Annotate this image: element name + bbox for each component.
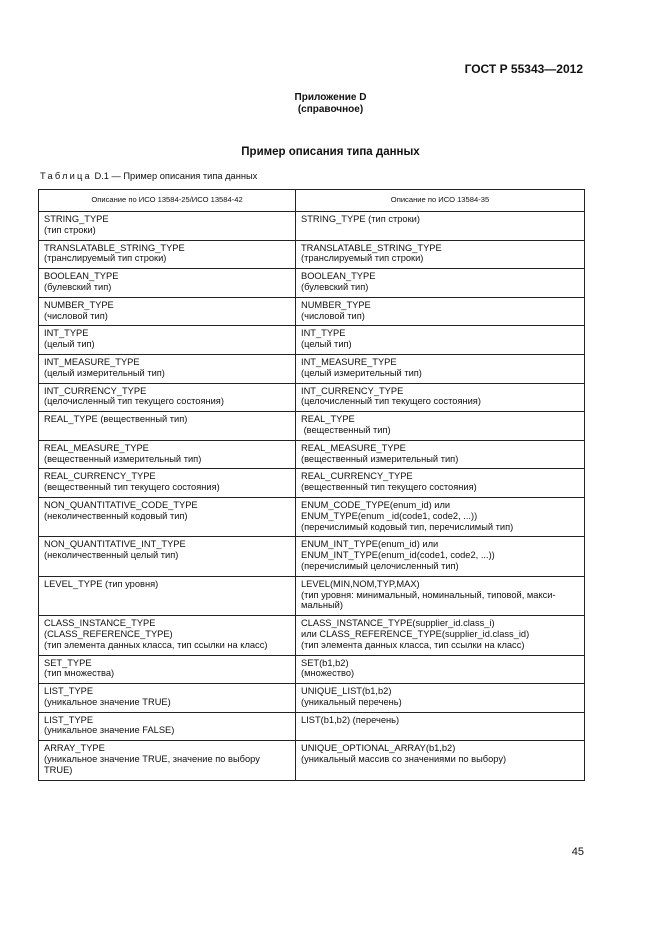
cell-iso-25-42 <box>39 326 296 355</box>
table-row <box>39 326 585 355</box>
table-row <box>39 576 585 615</box>
cell-line: BOOLEAN_TYPE <box>44 271 119 282</box>
cell-iso-35 <box>296 497 585 536</box>
table-row <box>39 240 585 269</box>
cell-iso-35 <box>296 212 585 241</box>
cell-line: LEVEL_TYPE (тип уровня) <box>44 578 159 589</box>
cell-line: (целый тип) <box>301 339 352 350</box>
cell-line: REAL_MEASURE_TYPE <box>44 442 149 453</box>
cell-iso-35 <box>296 712 585 741</box>
cell-line: UNIQUE_LIST(b1,b2) <box>301 686 392 697</box>
cell-line: INT_TYPE <box>301 328 346 339</box>
cell-line: NON_QUANTITATIVE_CODE_TYPE <box>44 499 198 510</box>
cell-line: (тип множества) <box>44 668 115 679</box>
table-row <box>39 212 585 241</box>
cell-line: CLASS_INSTANCE_TYPE <box>44 618 156 629</box>
cell-iso-25-42 <box>39 616 296 655</box>
page-number: 45 <box>571 846 584 858</box>
cell-line: STRING_TYPE <box>44 214 109 224</box>
cell-line: (булевский тип) <box>44 281 112 292</box>
cell-iso-35 <box>296 269 585 298</box>
cell-line: REAL_TYPE (вещественный тип) <box>44 414 188 425</box>
table-row <box>39 269 585 298</box>
cell-line: NON_QUANTITATIVE_INT_TYPE <box>44 539 186 550</box>
cell-line: REAL_TYPE <box>301 414 355 425</box>
cell-line: (перечислимый кодовый тип, перечислимый тип) <box>301 521 514 532</box>
cell-line: (тип элемента данных класса, тип ссылки на класс) <box>301 639 525 650</box>
cell-line: INT_TYPE <box>44 328 89 339</box>
cell-iso-25-42 <box>39 741 296 780</box>
cell-line: (целочисленный тип текущего состояния) <box>44 396 224 407</box>
cell-line: (тип элемента данных класса, тип ссылки на класс) <box>44 639 268 650</box>
cell-line: (неколичественный целый тип) <box>44 550 179 561</box>
cell-line: (целый измерительный тип) <box>44 367 165 378</box>
column-header-iso-35: Описание по ИСО 13584-35 <box>296 190 585 212</box>
cell-line: (целый тип) <box>44 339 95 350</box>
table-caption <box>40 171 257 181</box>
table-row <box>39 297 585 326</box>
cell-iso-35 <box>296 240 585 269</box>
table-caption-text: D.1 — Пример описания типа данных <box>91 171 258 181</box>
cell-iso-35 <box>296 655 585 684</box>
annex-heading <box>0 92 661 116</box>
cell-iso-25-42 <box>39 269 296 298</box>
cell-iso-25-42 <box>39 354 296 383</box>
cell-line: BOOLEAN_TYPE <box>301 271 376 282</box>
table-row <box>39 469 585 498</box>
annex-subtitle: (справочное) <box>297 104 364 115</box>
cell-line: (CLASS_REFERENCE_TYPE) <box>44 628 173 639</box>
cell-line: LIST_TYPE <box>44 714 94 725</box>
cell-line: (транслируемый тип строки) <box>44 253 167 264</box>
cell-line: (уникальный массив со значениями по выбору) <box>301 754 507 765</box>
cell-line: (тип строки) <box>44 224 96 235</box>
cell-line: или CLASS_REFERENCE_TYPE(supplier_id.class_id) <box>301 628 530 639</box>
cell-line: LEVEL(MIN,NOM,TYP,MAX) <box>301 578 420 589</box>
cell-line: LIST(b1,b2) (перечень) <box>301 714 400 725</box>
cell-iso-25-42 <box>39 440 296 469</box>
table-header-row <box>39 190 585 212</box>
cell-line: ENUM_CODE_TYPE(enum_id) или <box>301 499 451 510</box>
cell-iso-35 <box>296 297 585 326</box>
cell-line: (числовой тип) <box>301 310 365 321</box>
cell-line: (уникальное значение FALSE) <box>44 725 175 736</box>
cell-line: ARRAY_TYPE <box>44 743 105 754</box>
cell-iso-35 <box>296 684 585 713</box>
cell-iso-25-42 <box>39 469 296 498</box>
cell-iso-25-42 <box>39 537 296 576</box>
cell-line: (числовой тип) <box>44 310 108 321</box>
cell-line: (транслируемый тип строки) <box>301 253 424 264</box>
cell-iso-25-42 <box>39 497 296 536</box>
cell-line: ENUM_INT_TYPE(enum_id) или <box>301 539 439 550</box>
table-row <box>39 712 585 741</box>
cell-iso-35 <box>296 576 585 615</box>
cell-iso-25-42 <box>39 212 296 241</box>
standard-number: ГОСТ Р 55343—2012 <box>464 62 583 76</box>
cell-line: (неколичественный кодовый тип) <box>44 510 188 521</box>
cell-line: STRING_TYPE (тип строки) <box>301 214 420 224</box>
cell-line: CLASS_INSTANCE_TYPE(supplier_id.class_i) <box>301 618 495 629</box>
cell-line: NUMBER_TYPE <box>301 299 371 310</box>
cell-line: SET_TYPE <box>44 657 92 668</box>
cell-iso-25-42 <box>39 576 296 615</box>
data-type-table <box>38 189 585 781</box>
table-row <box>39 412 585 441</box>
cell-iso-35 <box>296 469 585 498</box>
table-row <box>39 440 585 469</box>
cell-line: TRUE) <box>44 764 73 775</box>
cell-iso-25-42 <box>39 655 296 684</box>
cell-line: INT_CURRENCY_TYPE <box>301 385 404 396</box>
table-row <box>39 741 585 780</box>
cell-iso-35 <box>296 616 585 655</box>
cell-line: (множество) <box>301 668 355 679</box>
cell-line: SET(b1,b2) <box>301 657 349 668</box>
cell-line: ENUM_INT_TYPE(enum_id(code1, code2, ...)) <box>301 550 495 561</box>
cell-line: (булевский тип) <box>301 281 369 292</box>
cell-iso-35 <box>296 354 585 383</box>
cell-line: REAL_CURRENCY_TYPE <box>301 471 413 482</box>
table-row <box>39 537 585 576</box>
cell-iso-35 <box>296 383 585 412</box>
cell-line: UNIQUE_OPTIONAL_ARRAY(b1,b2) <box>301 743 456 754</box>
section-title: Пример описания типа данных <box>241 146 420 158</box>
cell-line: (вещественный тип текущего состояния) <box>44 482 220 493</box>
cell-line: REAL_MEASURE_TYPE <box>301 442 406 453</box>
cell-line: NUMBER_TYPE <box>44 299 114 310</box>
cell-line: (целый измерительный тип) <box>301 367 422 378</box>
cell-iso-35 <box>296 537 585 576</box>
cell-line: REAL_CURRENCY_TYPE <box>44 471 156 482</box>
cell-line: LIST_TYPE <box>44 686 94 697</box>
table-row <box>39 655 585 684</box>
column-header-iso-25-42: Описание по ИСО 13584-25/ИСО 13584-42 <box>39 190 296 212</box>
cell-line: TRANSLATABLE_STRING_TYPE <box>44 242 185 253</box>
table-row <box>39 616 585 655</box>
table-row <box>39 383 585 412</box>
cell-line: (вещественный тип текущего состояния) <box>301 482 477 493</box>
cell-line: (вещественный измерительный тип) <box>301 453 459 464</box>
cell-iso-25-42 <box>39 383 296 412</box>
cell-line: INT_MEASURE_TYPE <box>44 356 140 367</box>
cell-iso-35 <box>296 440 585 469</box>
cell-iso-25-42 <box>39 412 296 441</box>
table-caption-prefix: Таблица <box>40 171 92 181</box>
cell-line: (вещественный измерительный тип) <box>44 453 202 464</box>
cell-line: INT_CURRENCY_TYPE <box>44 385 147 396</box>
cell-line: (целочисленный тип текущего состояния) <box>301 396 481 407</box>
cell-line: TRANSLATABLE_STRING_TYPE <box>301 242 442 253</box>
cell-line: (вещественный тип) <box>301 424 391 435</box>
table-row <box>39 354 585 383</box>
cell-iso-35 <box>296 741 585 780</box>
cell-line: ENUM_TYPE(enum _id(code1, code2, ...)) <box>301 510 478 521</box>
cell-line: мальный) <box>301 600 343 611</box>
annex-title: Приложение D <box>294 92 367 103</box>
table-row <box>39 497 585 536</box>
cell-line: INT_MEASURE_TYPE <box>301 356 397 367</box>
cell-iso-35 <box>296 412 585 441</box>
cell-iso-35 <box>296 326 585 355</box>
cell-iso-25-42 <box>39 712 296 741</box>
cell-iso-25-42 <box>39 297 296 326</box>
cell-line: (уникальное значение TRUE, значение по выбору <box>44 754 260 765</box>
cell-iso-25-42 <box>39 240 296 269</box>
cell-line: (уникальный перечень) <box>301 696 402 707</box>
cell-line: (уникальное значение TRUE) <box>44 696 171 707</box>
cell-iso-25-42 <box>39 684 296 713</box>
cell-line: (перечислимый целочисленный тип) <box>301 560 459 571</box>
table-row <box>39 684 585 713</box>
cell-line: (тип уровня: минимальный, номинальный, типовой, макси- <box>301 589 556 600</box>
